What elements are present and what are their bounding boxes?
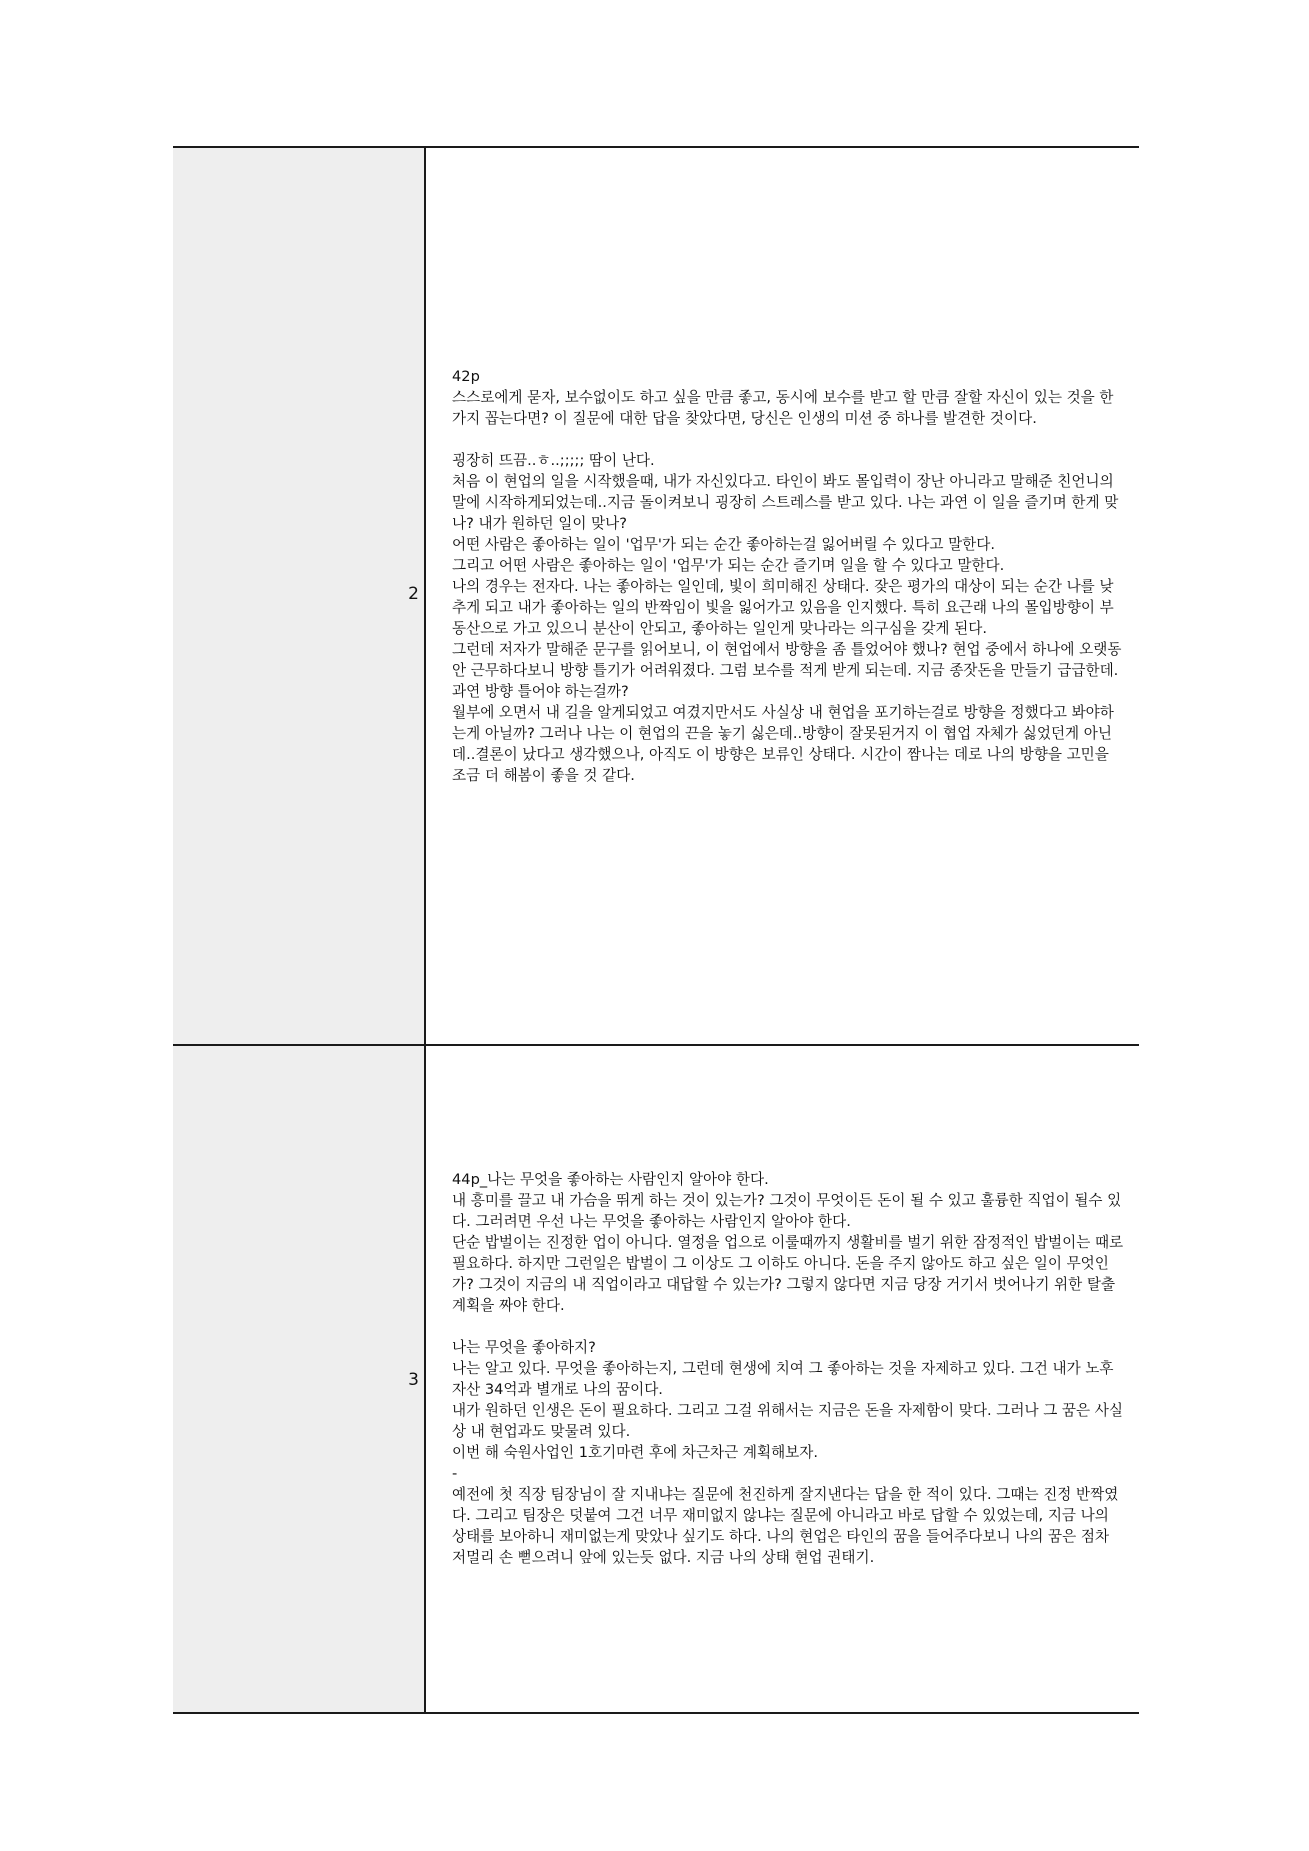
row-number: 3 <box>408 1370 419 1390</box>
table-bottom-rule <box>173 1712 1139 1714</box>
column-divider <box>424 148 426 1044</box>
column-divider <box>424 1046 426 1712</box>
row-content: 42p 스스로에게 묻자, 보수없이도 하고 싶을 만큼 좋고, 동시에 보수를 받고 할 만큼 잘할 자신이 있는 것을 한 가지 꼽는다면? 이 질문에 대한 답을 찾았다면, 당신은 인생의 미션 중 하나를 발견한 것이다. 굉장히 뜨끔..ㅎ..;;;;; 땀이 난다. 처음 이 현업의 일을 시작했을때, 내가 자신있다고. 타인이 봐도 몰입력이 장난 아니라고 말해준 친언니의 말에 시작하게되었는데..지금 돌이켜보니 굉장히 스트레스를 받고 있다. 나는 과연 이 일을 즐기며 한게 맞나? 내가 원하던 일이 맞나? 어떤 사람은 좋아하는 일이 '업무'가 되는 순간 좋아하는걸 잃어버릴 수 있다고 말한다. 그리고 어떤 사람은 좋아하는 일이 '업무'가 되는 순간 즐기며 일을 할 수 있다고 말한다. 나의 경우는 전자다. 나는 좋아하는 일인데, 빛이 희미해진 상태다. 잦은 평가의 대상이 되는 순간 나를 낮추게 되고 내가 좋아하는 일의 반짝임이 빛을 잃어가고 있음을 인지했다. 특히 요근래 나의 몰입방향이 부동산으로 가고 있으니 분산이 안되고, 좋아하는 일인게 맞나라는 의구심을 갖게 된다. 그런데 저자가 말해준 문구를 읽어보니, 이 현업에서 방향을 좀 틀었어야 했나? 현업 중에서 하나에 오랫동안 근무하다보니 방향 틀기가 어려워졌다. 그럼 보수를 적게 받게 되는데. 지금 종잣돈을 만들기 급급한데. 과연 방향 틀어야 하는걸까? 월부에 오면서 내 길을 알게되었고 여겼지만서도 사실상 내 현업을 포기하는걸로 방향을 정했다고 봐야하는게 아닐까? 그러나 나는 이 현업의 끈을 놓기 싫은데..방향이 잘못된거지 이 협업 자체가 싫었던게 아닌데..결론이 났다고 생각했으나, 아직도 이 방향은 보류인 상태다. 시간이 짬나는 데로 나의 방향을 고민을 조금 더 해봄이 좋을 것 같다. <box>452 368 1122 784</box>
table-row <box>173 148 1139 1044</box>
row-content: 44p_나는 무엇을 좋아하는 사람인지 알아야 한다. 내 흥미를 끌고 내 가슴을 뛰게 하는 것이 있는가? 그것이 무엇이든 돈이 될 수 있고 훌륭한 직업이 될수 있다. 그러려면 우선 나는 무엇을 좋아하는 사람인지 알아야 한다. 단순 밥벌이는 진정한 업이 아니다. 열정을 업으로 이룰때까지 생활비를 벌기 위한 잠정적인 밥벌이는 때로 필요하다. 하지만 그런일은 밥벌이 그 이상도 그 이하도 아니다. 돈을 주지 않아도 하고 싶은 일이 무엇인가? 그것이 지금의 내 직업이라고 대답할 수 있는가? 그렇지 않다면 지금 당장 거기서 벗어나기 위한 탈출 계획을 짜야 한다. 나는 무엇을 좋아하지? 나는 알고 있다. 무엇을 좋아하는지, 그런데 현생에 치여 그 좋아하는 것을 자제하고 있다. 그건 내가 노후자산 34억과 별개로 나의 꿈이다. 내가 원하던 인생은 돈이 필요하다. 그리고 그걸 위해서는 지금은 돈을 자제함이 맞다. 그러나 그 꿈은 사실상 내 현업과도 맞물려 있다. 이번 해 숙원사업인 1호기마련 후에 차근차근 계획해보자. - 예전에 첫 직장 팀장님이 잘 지내냐는 질문에 천진하게 잘지낸다는 답을 한 적이 있다. 그때는 진정 반짝였다. 그리고 팀장은 덧붙여 그건 너무 재미없지 않냐는 질문에 아니라고 바로 답할 수 있었는데, 지금 나의 상태를 보아하니 재미없는게 맞았나 싶기도 하다. 나의 현업은 타인의 꿈을 들어주다보니 나의 꿈은 점차 저멀리 손 뻗으려니 앞에 있는듯 없다. 지금 나의 상태 현업 권태기. <box>452 1171 1124 1566</box>
row-number-cell <box>173 1046 424 1712</box>
table-row <box>173 1046 1139 1712</box>
row-number-cell <box>173 148 424 1044</box>
row-number: 2 <box>408 584 419 604</box>
